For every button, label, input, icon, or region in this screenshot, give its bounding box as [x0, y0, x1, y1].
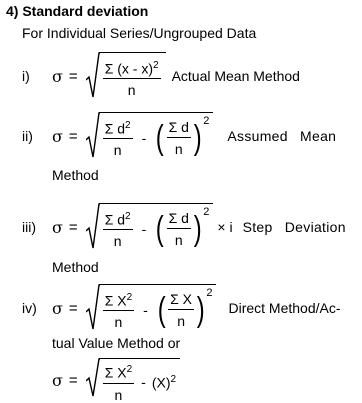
right-paren: ): [193, 119, 202, 157]
radicand: [99, 358, 180, 403]
fraction: [103, 209, 133, 250]
fraction-denominator: n: [113, 233, 122, 250]
square-root: [86, 284, 217, 332]
radical-icon: [86, 203, 100, 251]
fraction-denominator: n: [127, 82, 136, 99]
equals-sign: =: [68, 371, 78, 389]
formula-actual-mean: [22, 52, 300, 100]
fraction: [103, 362, 134, 403]
radical-icon: [86, 358, 100, 398]
fraction-denominator: n: [174, 232, 183, 248]
method-description: Step Deviation: [242, 219, 346, 235]
method-description-cont: Method: [52, 167, 99, 183]
fraction-denominator: n: [174, 141, 183, 157]
sigma-symbol: σ: [52, 370, 63, 390]
squared-group: [154, 206, 210, 248]
fraction-numerator: Σ X: [168, 291, 194, 310]
right-paren: ): [196, 291, 205, 329]
formula-label: iv): [22, 300, 37, 316]
method-description: Direct Method/Ac-: [228, 300, 341, 316]
square-root: [86, 358, 180, 403]
fraction: [103, 118, 133, 159]
fraction-numerator: Σ $X^2$: [103, 362, 134, 384]
exponent: 2: [203, 115, 210, 127]
minus-sign: -: [141, 130, 147, 146]
fraction-numerator: Σ $d^2$: [103, 118, 133, 140]
radicand: [99, 203, 214, 251]
fraction: [103, 58, 161, 99]
fraction-denominator: n: [114, 386, 123, 403]
minus-sign: -: [141, 374, 146, 391]
fraction: [167, 210, 191, 248]
minus-sign: -: [143, 302, 148, 318]
formula-label: ii): [22, 128, 33, 144]
sigma-symbol: σ: [52, 66, 63, 86]
square-root: [86, 112, 214, 160]
radicand: [99, 112, 214, 160]
method-description: Assumed Mean: [227, 128, 337, 144]
fraction-numerator: Σ $d^2$: [103, 209, 133, 231]
sigma-symbol: σ: [52, 217, 63, 237]
exponent: 2: [203, 206, 210, 218]
equals-sign: =: [68, 218, 78, 236]
formula-assumed-mean: [22, 112, 336, 160]
equals-sign: =: [68, 299, 78, 317]
fraction: [103, 290, 134, 331]
sigma-symbol: σ: [52, 126, 63, 146]
section-subheading: For Individual Series/Ungrouped Data: [22, 25, 257, 41]
method-description-cont: tual Value Method or: [52, 335, 181, 351]
formula-step-deviation: [22, 203, 346, 251]
mean-term: $(X)^2$: [151, 374, 177, 391]
fraction-numerator: Σ $X^2$: [103, 290, 134, 312]
method-description-cont: Method: [52, 259, 99, 275]
fraction-denominator: n: [113, 142, 122, 159]
square-root: [86, 203, 214, 251]
formula-label: iii): [22, 219, 36, 235]
fraction-numerator: Σ (x - x)$^2$: [103, 58, 161, 80]
equals-sign: =: [68, 127, 78, 145]
radical-icon: [86, 284, 100, 332]
fraction-denominator: n: [177, 313, 185, 329]
left-paren: (: [155, 119, 164, 157]
fraction-denominator: n: [114, 314, 123, 331]
fraction: [168, 291, 194, 329]
fraction-numerator: Σ d: [167, 119, 191, 138]
left-paren: (: [157, 291, 166, 329]
exponent: 2: [206, 287, 213, 299]
formula-direct-method: [22, 284, 341, 332]
squared-group: [154, 115, 210, 157]
radical-icon: [86, 112, 100, 160]
left-paren: (: [155, 210, 164, 248]
times-i: × i: [217, 219, 233, 235]
radicand: [99, 284, 217, 332]
right-paren: ): [193, 210, 202, 248]
squared-group: [156, 287, 213, 329]
formula-label: i): [22, 68, 30, 84]
radicand: [99, 52, 166, 100]
formula-direct-method-alt: [52, 358, 180, 403]
radical-icon: [86, 52, 100, 100]
square-root: [86, 52, 166, 100]
minus-sign: -: [141, 221, 147, 237]
section-heading: 4) Standard deviation: [6, 3, 149, 19]
fraction-numerator: Σ d: [167, 210, 191, 229]
method-description: Actual Mean Method: [171, 68, 300, 84]
sigma-symbol: σ: [52, 298, 63, 318]
fraction: [167, 119, 191, 157]
equals-sign: =: [68, 67, 78, 85]
